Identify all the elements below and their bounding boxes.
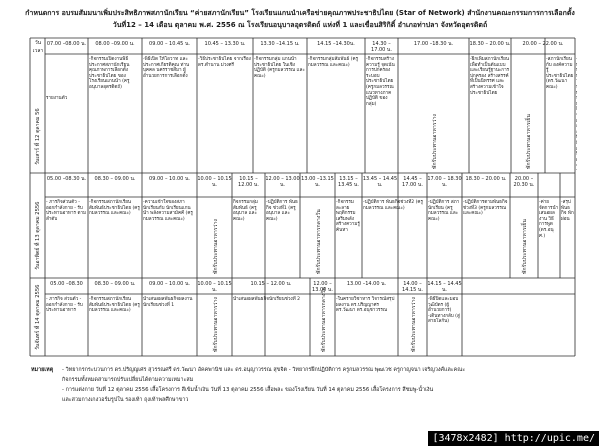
footer-line-4: และสวมกางเกงวอร์มรูปใน รองเท้า ถุงเท้าพลศึกษาขาว — [62, 397, 189, 403]
time-slot-label: 20.00 – 20.30 น. — [513, 176, 535, 188]
break-label: พักรับประทานอาหารว่าง — [410, 297, 417, 352]
header-line-2: วันที่12 – 14 เดือน ตุลาคม พ.ศ. 2556 ณ โรงเรียนอนุบาลอุตรดิตถ์ แห่งที่ 1 และเขื่อนสิริกิติ์ อำเภอท่าปลา จังหวัดอุตรดิตถ์ — [112, 21, 488, 29]
activity-cell: -กิจกรรมสภานักเรียน สัมพันธ์ประชาธิปไตย (ครูกมลวรรณ และคณะ) — [89, 297, 140, 314]
corner-day-label: วัน — [34, 40, 42, 46]
activity-cell: -วิธีประชาธิปไตย จากเรื่อง ดร.ตำนาน ม่วงศรี — [198, 57, 253, 68]
time-slot-label: 05.00 –08.30 น. — [46, 176, 87, 182]
time-slot-label: 09.00 – 10.00 น. — [149, 281, 190, 287]
time-slot-label: 14.15 –14.30น. — [317, 41, 355, 47]
break-label: พักรับประทานอาหารว่าง — [212, 297, 219, 352]
time-slot-label: 08.00 –09.00 น. — [95, 41, 135, 47]
time-slot-label: 07.00 –08.00 น. — [46, 41, 87, 47]
time-slot-label: 18.30 – 20.00 น. — [465, 176, 507, 182]
break-label: พักรับประทานอาหารว่าง — [431, 114, 438, 169]
activity-cell: - ภารกิจส่วนตัว - ออกกำลังกาย - รับประทานอาหาร ตามลำดับ — [46, 200, 87, 222]
time-slot-label: 10.00 – 10.15 น. — [197, 176, 232, 188]
footer-line-1: - วิทยากรกระบวนการ ดร.ปริญญเศร สุวรรณศรี ดร.วัฒนา อัคคพานิช และ ดร.อนุญาวรรณ สุขจิต - วิทยากรฝึกปฏิบัติการ ครูกมลวรรณ พุฒเวช ครูกาญจนา เจริญวงศ์และคณะ — [62, 367, 466, 373]
break-label: พักรับประทานอาหารกลางวัน — [320, 287, 327, 352]
activity-cell: -ปฏิบัติการตามพันธกิจช่วงที่3 (ครูกมลวรรณ และคณะ) — [463, 200, 508, 217]
activity-cell: -ฝึกเพิ่มสภานักเรียนเพื่อทำเป็นต้นแบบ และเรียนรู้ฐานะการปกครอง สร้างสรรค์ที่เป็นนิทรรศ และ สร้างความเข้าใจ ประชาธิปไตย — [470, 57, 510, 96]
time-slot-label: 13.15 – 13.45 น. — [338, 176, 359, 188]
image-watermark: [3478x2482] http://upic.me/ — [428, 431, 599, 446]
time-slot-label: 13.45 – 14.45 น. — [362, 176, 398, 188]
time-slot-label: 13.00 –14.00 น. — [346, 281, 387, 287]
activity-cell: -กิจกรรมสภานักเรียน สัมพันธ์ประชาธิปไตย (ครูกมลวรรณ และคณะ) — [89, 200, 140, 217]
time-slot-label: 09.00 – 10.00 น. — [149, 176, 190, 182]
time-slot-label: 13.00 –13.15 น. — [301, 176, 334, 188]
activity-cell: -สภานักเรียนกับ องค์ความรู้ ประชาธิปไตย (ดร.วัฒนา คณะ) — [546, 57, 575, 90]
activity-cell: -ในครายวิชาหาร วิจารณ์สรุปผลงาน ดร.ปริญญาศร ดร.วัฒนา ดร.อนุชาวรรณ — [336, 297, 395, 314]
day3-date-label: วันจันทร์ ที่ 14 ตุลาคม 2556 — [35, 284, 41, 350]
activity-cell: -กิจกรรมเปิดงานพิธีประกาศสภานักเรียน คุณภาพการเลือกตั้ง ประชาธิปไตย ของโรงเรียนแกนนำ (ครูอนุบาลอุตรดิตถ์) — [89, 57, 131, 90]
time-slot-label: 17.00 –18.30 น. — [413, 41, 454, 47]
time-slot-label: 08.30 – 09.00 น. — [94, 176, 136, 182]
time-slot-label: 10.15 – 12.00 น. — [238, 176, 259, 188]
activity-cell: -พิธีปิดและมอบวุฒิบัตร (ผู้อำนวยการ) -เดินทางกลับ (สู่สายโลกัน) — [428, 297, 460, 325]
time-slot-label: 08.30 – 09.00 น. — [94, 281, 136, 287]
activity-cell: -ปฏิบัติการ พันธกิจ ช่วงที่1 (ครูอนุบาล และคณะ) — [266, 200, 298, 222]
activity-cell: กิจกรรมกลุ่ม สัมพันธ์ (ครูอนุบาล และคณะ) — [233, 200, 260, 222]
activity-cell: รายงานตัว — [46, 96, 68, 101]
time-slot-label: 10.45 – 13.30 น. — [204, 41, 246, 47]
time-slot-label: 18.30 – 20.00 น. — [469, 41, 511, 47]
activity-cell: -ความเข้าใจของสภานักเรียนกับ นักเรียนแกนนำ พลังความสามัคคี (ครูกมลวรรณ และคณะ) — [143, 200, 193, 222]
activity-cell: -ค่ายจัดการนำเสนอผลงาน วิธีการพูด (ดร.อนุ ศ.) — [539, 200, 559, 239]
time-slot-label: 10.15 – 12.00 น. — [250, 281, 292, 287]
break-label: พักรับประทานอาหารเย็น — [522, 219, 528, 274]
day1-date-label: วันเสาร์ ที่ 12 ตุลาคม 56 — [35, 108, 41, 165]
time-slot-label: 14.00 –14.15 น. — [402, 281, 423, 293]
activity-cell: -สรุปพันธกิจ พักผ่อน — [561, 200, 574, 222]
activity-cell: นำเสนอผลพันธกิจนักเรียนช่วงที่ 2 — [233, 297, 301, 302]
time-slot-label: 05.00 –08.30 — [50, 281, 83, 287]
day2-date-label: วันอาทิตย์ ที่ 13 ตุลาคม 2556 — [35, 201, 41, 270]
footer-label: หมายเหตุ — [31, 367, 54, 373]
activity-cell: -ปฏิบัติการ พันธกิจช่วงที่2 (ครูกมลวรรณ และคณะ) — [363, 200, 423, 211]
time-slot-label: 12.00 –13.00 น. — [312, 281, 333, 293]
time-slot-label: 13.30 –14.15 น. — [260, 41, 300, 47]
break-label: พักรับประทานอาหารเย็น — [526, 114, 532, 169]
footer-line-3: - การแต่งกาย วันที่ 12 ตุลาคม 2556 เสื้อโครงการ สีเข้มน้ำเงิน วันที่ 13 ตุลาคม 2556 เสื้อพละ ของโรงเรียน วันที่ 14 ตุลาคม 2556 เสื้อโครงการ สีชมพู-น้ำเงิน — [62, 387, 434, 393]
activity-cell: เ — [576, 146, 577, 152]
time-slot-label: 12.00 – 13.00 น. — [265, 176, 300, 188]
activity-cell: นำเสนอผลพันธกิจผลงานนักเรียนช่วงที่ 1 — [143, 297, 193, 308]
header-line-1: กำหนดการ อบรมสัมมนาเพิ่มประสิทธิภาพสภานักเรียน “ค่ายสภานักเรียน” โรงเรียนแกนนำเครือข่ายคุณภาพประชาธิปไตย (Star of Network) สำนักงานคณะกรรมการการเลือกตั้ง — [25, 9, 575, 17]
activity-cell: -กิจกรรมกลุ่มสัมพันธ์ (ครูกมลวรรณ และคณะ) — [308, 57, 359, 68]
activity-cell: -ปฏิบัติการ สภานักเรียน (ครูกมลวรรณ และคณะ) — [428, 200, 460, 222]
corner-time-label: เวลา — [32, 48, 44, 54]
activity-cell: -กิจกรรมกลุ่ม แกนนำ ประชาธิปไตย ในเชิงปฏิบัติ (ครูกมลวรรณ และคณะ) — [254, 57, 305, 79]
activity-cell: -กิจกรรม ละลายพฤติกรรม เสริมพลัง สร้างความรู้ ค้นหา — [336, 200, 362, 233]
time-slot-label: 10.00 – 10.15 น. — [197, 281, 232, 293]
time-slot-label: 14.15 – 14.45 น. — [427, 281, 462, 293]
footer-line-2: กิจกรรมทั้งหมดสามารถปรับเปลี่ยนได้ตามความเหมาะสม — [62, 377, 194, 383]
time-slot-label: 14.45 –17.00 น. — [402, 176, 423, 188]
time-slot-label: 09.00 – 10.45 น. — [149, 41, 190, 47]
break-label: พักรับประทานอาหารว่าง — [212, 219, 219, 274]
activity-cell: -กิจกรรมสร้างความรู้ จุดเน้นการปกครองระบอบประชาธิปไตย (ครูกมลวรรณ แนวทางภาคปฏิบัติ ของกลุ่ม) — [366, 57, 396, 107]
break-label: พักรับประทานอาหารกลางวัน — [315, 209, 322, 274]
time-slot-label: 17.00 – 18.30 น. — [427, 176, 462, 188]
time-slot-label: 20.00 – 22.00 น. — [522, 41, 564, 47]
activity-cell: - ภารกิจ ส่วนตัว - ออกกำลังกาย - รับประทานอาหาร — [46, 297, 83, 314]
activity-cell: -พิธีเปิด ให้โอวาท และประกาศเกียรติคุณ ท่านบุคคล นครราชสีมา ผู้อำนวยการการเลือกตั้ง — [143, 57, 190, 79]
time-slot-label: 14.30 – 17.00 น. — [371, 41, 392, 53]
